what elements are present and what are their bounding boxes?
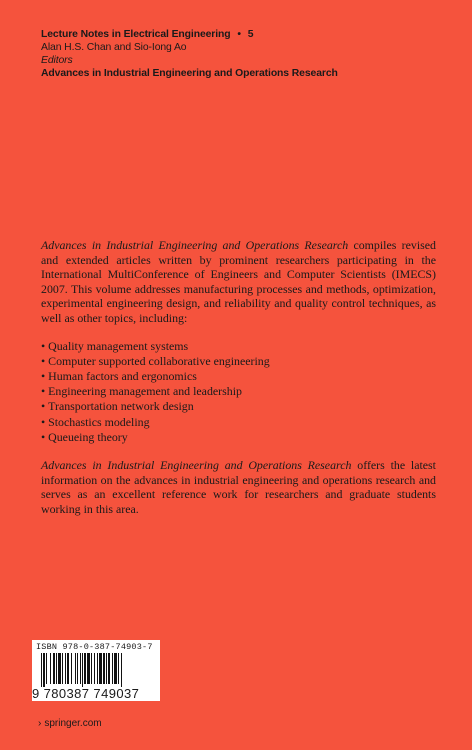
barcode-number: 9 780387 749037 [32,686,140,701]
chevron-right-icon: › [38,718,42,729]
barcode-bar [91,653,92,684]
list-item: • Human factors and ergonomics [41,369,436,384]
publisher-url: springer.com [44,718,102,729]
publisher-footer [38,718,102,729]
barcode-bar [67,653,69,684]
back-cover-description [41,238,436,516]
intro-book-title: Advances in Industrial Engineering and Operations Research [41,238,349,252]
closing-text: offers the latest information on the advances in industrial engineering and operations research and serves as an excellent reference work for researchers and graduate students working in this area. [41,457,436,516]
editors-names: Alan H.S. Chan and Sio-Iong Ao [41,42,187,53]
barcode-bar [99,653,102,684]
barcode-bar [108,653,110,684]
barcode-bar [65,653,66,684]
barcode-bar [103,653,105,684]
barcode-bar [106,653,107,684]
barcode-bars [41,653,153,687]
list-item: • Transportation network design [41,399,436,414]
barcode-bar [118,653,119,684]
barcode-bar [112,653,113,684]
list-item: • Quality management systems [41,339,436,354]
barcode-bar [80,653,81,684]
barcode [32,640,160,701]
series-separator: • [237,29,241,40]
barcode-bar [84,653,86,684]
closing-paragraph [41,458,436,516]
cover-header [41,28,452,80]
barcode-bar [97,653,98,684]
barcode-bar [82,653,83,687]
editors-label: Editors [41,55,73,66]
intro-text: compiles revised and extended articles written by prominent researchers participating in the International MultiConference of Engineers and Computer Scientists (IMECS) 2007. This volume addresses manufacturing processes and methods, optimization, experimental engineering design, and reliability and quality control techniques, as well as other topics, including: [41,238,436,325]
barcode-bar [41,653,42,687]
barcode-bar [77,653,78,684]
list-item: • Stochastics modeling [41,415,436,430]
list-item: • Computer supported collaborative engineering [41,354,436,369]
list-item: • Engineering management and leadership [41,384,436,399]
barcode-bar [62,653,63,684]
intro-paragraph [41,238,436,326]
barcode-bar [75,653,76,684]
barcode-bar [58,653,61,684]
series-volume: 5 [247,29,254,40]
list-item: • Queueing theory [41,430,436,445]
barcode-bar [46,653,47,684]
barcode-bar [94,653,95,684]
book-title: Advances in Industrial Engineering and Operations Research [41,68,338,79]
barcode-bar [114,653,117,684]
barcode-bar [87,653,90,684]
barcode-bar [56,653,57,684]
barcode-bar [43,653,45,687]
topics-list [41,339,436,445]
barcode-bar [71,653,72,684]
barcode-bar [53,653,55,684]
barcode-bar [50,653,51,684]
series-title: Lecture Notes in Electrical Engineering [41,29,231,40]
series-line [41,28,452,41]
isbn-label: ISBN 978-0-387-74903-7 [36,642,153,652]
barcode-bar [121,653,122,687]
closing-book-title: Advances in Industrial Engineering and Operations Research [41,457,352,472]
